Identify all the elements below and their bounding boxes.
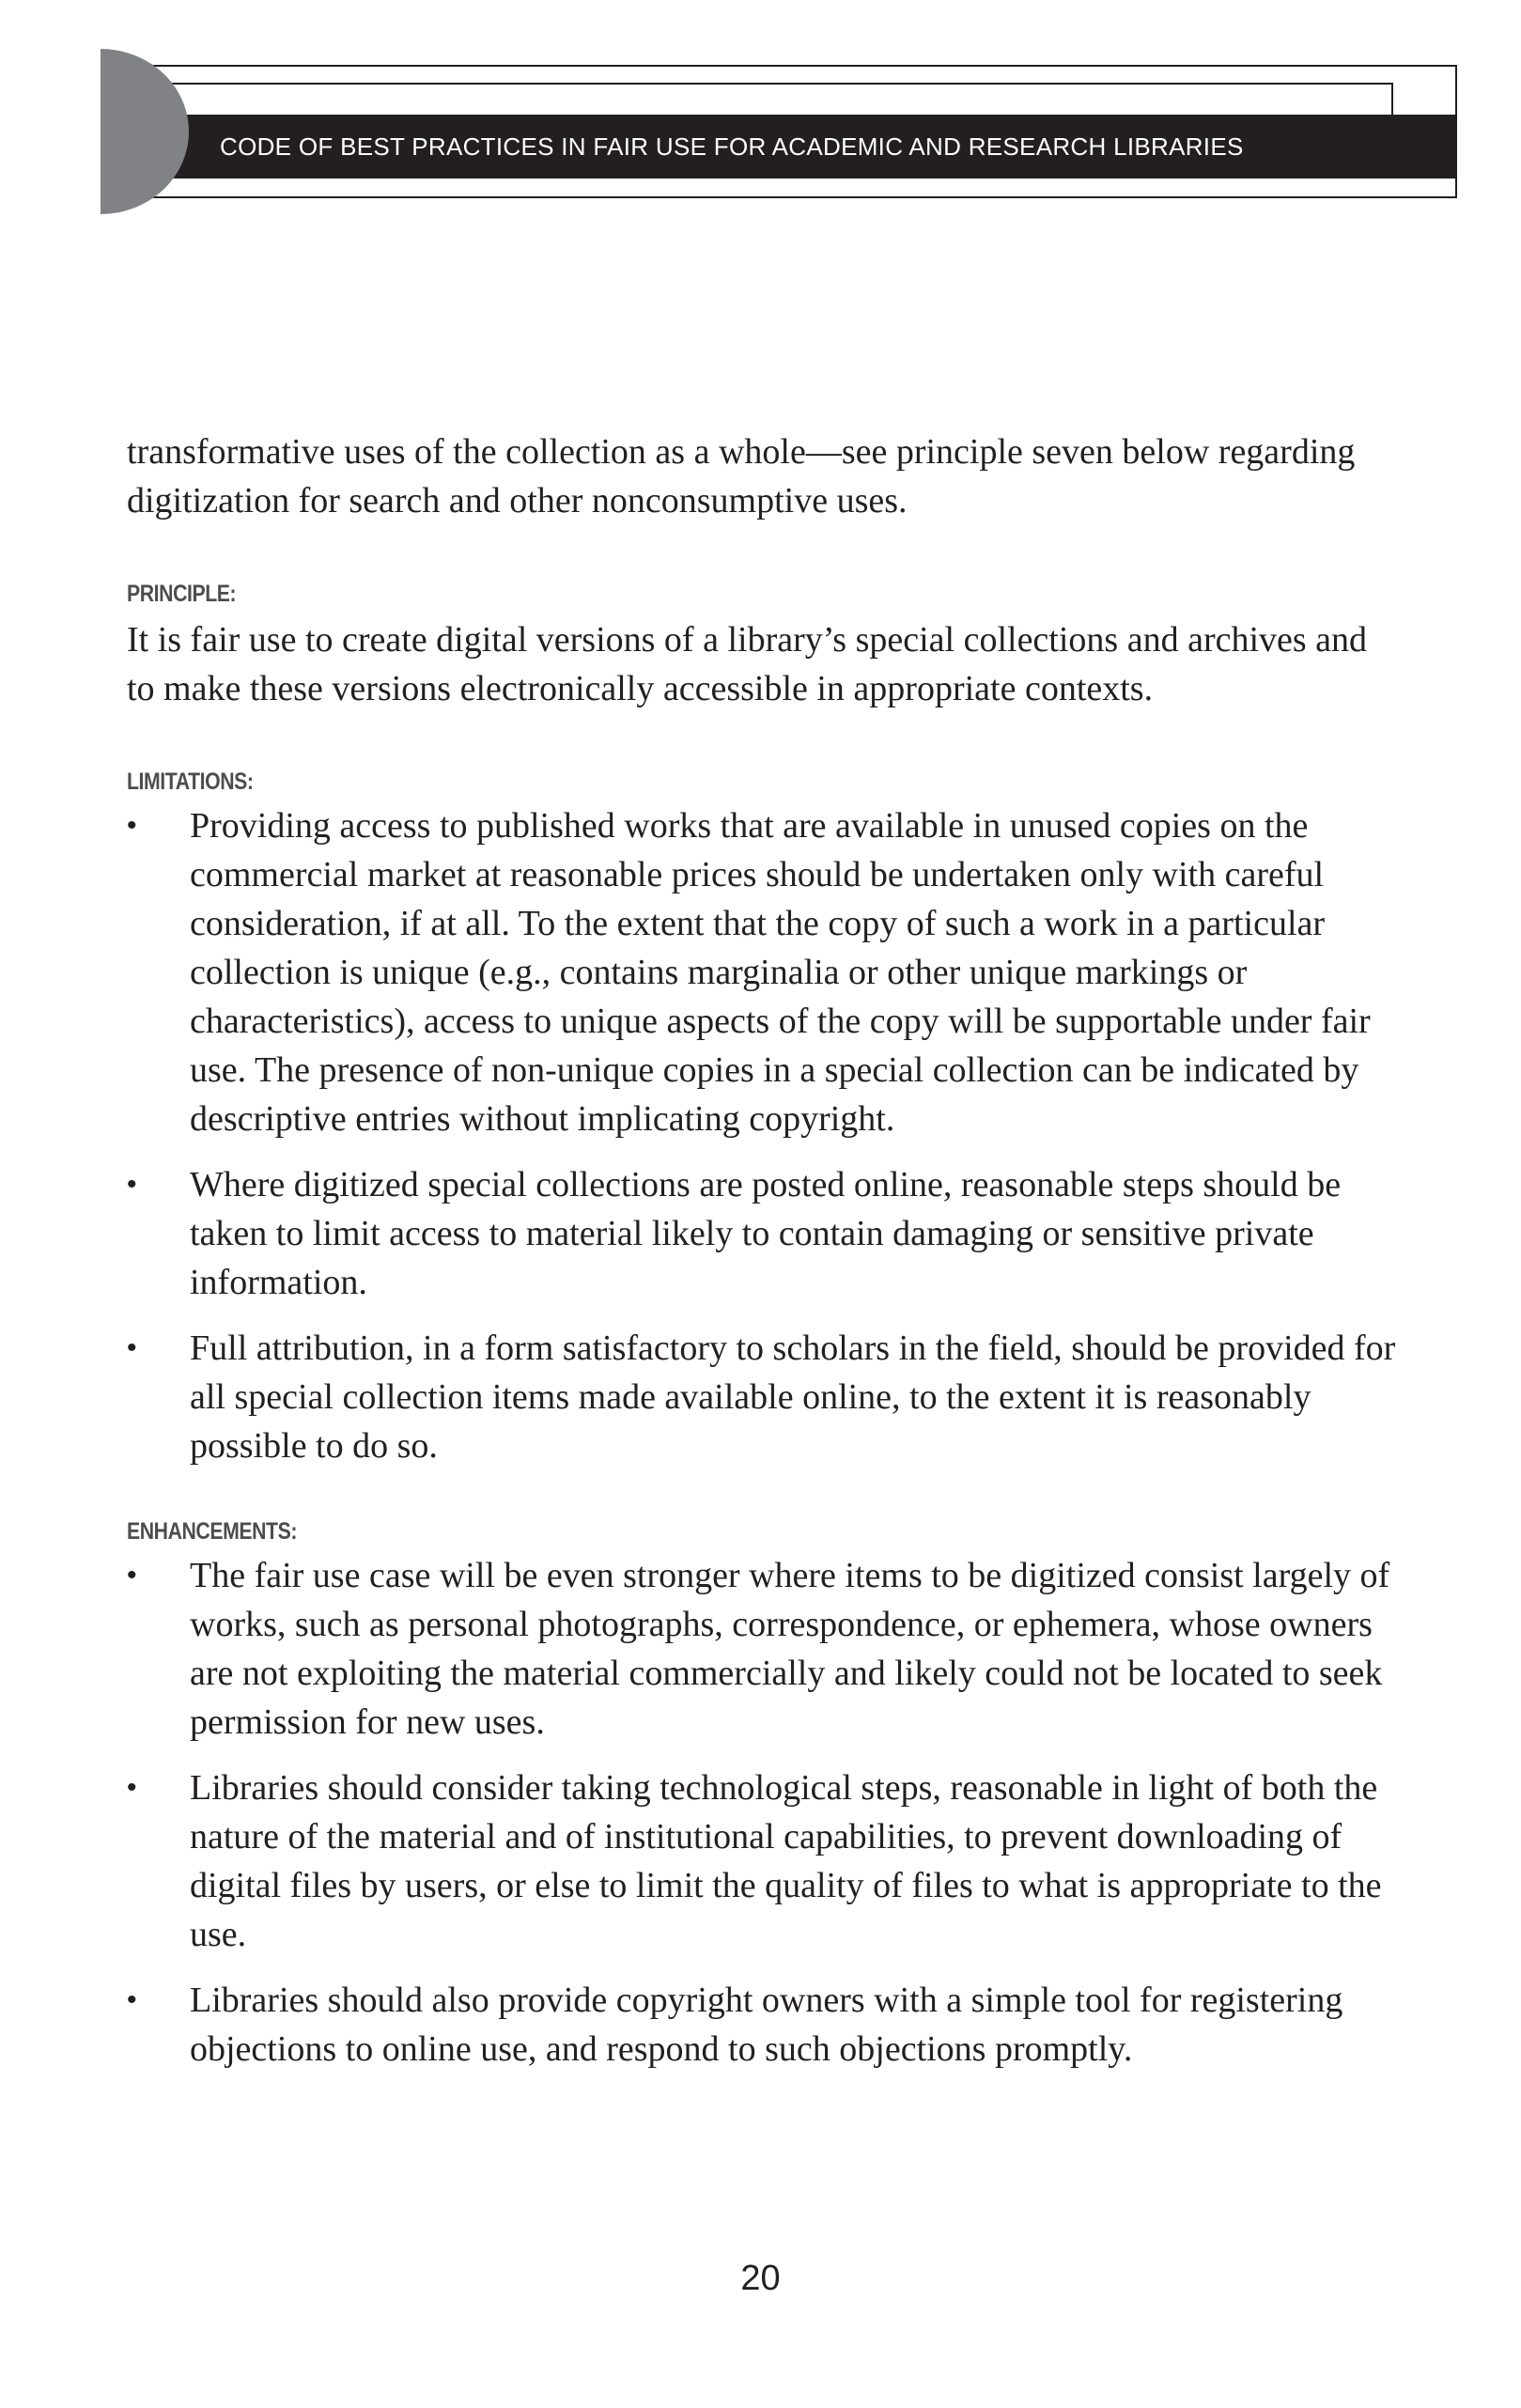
list-item-text: Full attribution, in a form satisfactory to scholars in the field, should be provided for all special collection items made available online, to the extent it is reasonably possible to do so. xyxy=(190,1328,1396,1466)
list-item-text: Providing access to published works that are available in unused copies on the commercial market at reasonable prices should be undertaken only with careful consideration, if at all. To the extent that the copy of such a work in a particular collection is unique (e.g., contains marginalia or other unique markings or characteristics), access to unique aspects of the copy will be supportable under fair use. The presence of non-unique copies in a special collection can be indicated by descriptive entries without implicating copyright. xyxy=(190,806,1371,1139)
page-body xyxy=(127,427,1397,2090)
bullet-icon: • xyxy=(127,1984,137,2015)
running-title: CODE OF BEST PRACTICES IN FAIR USE FOR ACADEMIC AND RESEARCH LIBRARIES xyxy=(220,132,1244,161)
limitations-list xyxy=(127,801,1397,1470)
list-item xyxy=(127,1763,1397,1959)
limitations-section xyxy=(127,766,1397,1470)
list-item xyxy=(127,1160,1397,1307)
list-item xyxy=(127,801,1397,1143)
running-header xyxy=(0,0,1521,225)
bullet-icon: • xyxy=(127,1169,137,1200)
list-item-text: Libraries should also provide copyright owners with a simple tool for registering objections to online use, and respond to such objections promptly. xyxy=(190,1981,1343,2069)
limitations-label: LIMITATIONS: xyxy=(127,769,254,795)
list-item-text: Where digitized special collections are posted online, reasonable steps should be taken to limit access to material likely to contain damaging or sensitive private information. xyxy=(190,1165,1342,1302)
enhancements-section xyxy=(127,1515,1397,2074)
principle-text: It is fair use to create digital versions of a library’s special collections and archives and to make these versions electronically accessible in appropriate contexts. xyxy=(127,620,1368,708)
page-number: 20 xyxy=(740,2259,781,2298)
list-item-text: The fair use case will be even stronger where items to be digitized consist largely of works, such as personal photographs, correspondence, or ephemera, whose owners are not exploiting the material commercially and likely could not be located to seek permission for new uses. xyxy=(190,1556,1390,1742)
header-frame-inner xyxy=(150,83,1393,115)
list-item xyxy=(127,1551,1397,1747)
principle-label: PRINCIPLE: xyxy=(127,581,237,607)
enhancements-label: ENHANCEMENTS: xyxy=(127,1518,298,1545)
bullet-icon: • xyxy=(127,810,137,841)
bullet-icon: • xyxy=(127,1772,137,1803)
enhancements-list xyxy=(127,1551,1397,2074)
bullet-icon: • xyxy=(127,1560,137,1591)
bullet-icon: • xyxy=(127,1332,137,1363)
list-item-text: Libraries should consider taking technological steps, reasonable in light of both the nature of the material and of institutional capabilities, to prevent downloading of digital files by users, or else to limit the quality of files to what is appropriate to the use. xyxy=(190,1768,1382,1954)
principle-section xyxy=(127,578,1397,713)
list-item xyxy=(127,1324,1397,1470)
list-item xyxy=(127,1976,1397,2074)
intro-paragraph: transformative uses of the collection as a whole—see principle seven below regarding digitization for search and other nonconsumptive uses. xyxy=(127,432,1356,520)
